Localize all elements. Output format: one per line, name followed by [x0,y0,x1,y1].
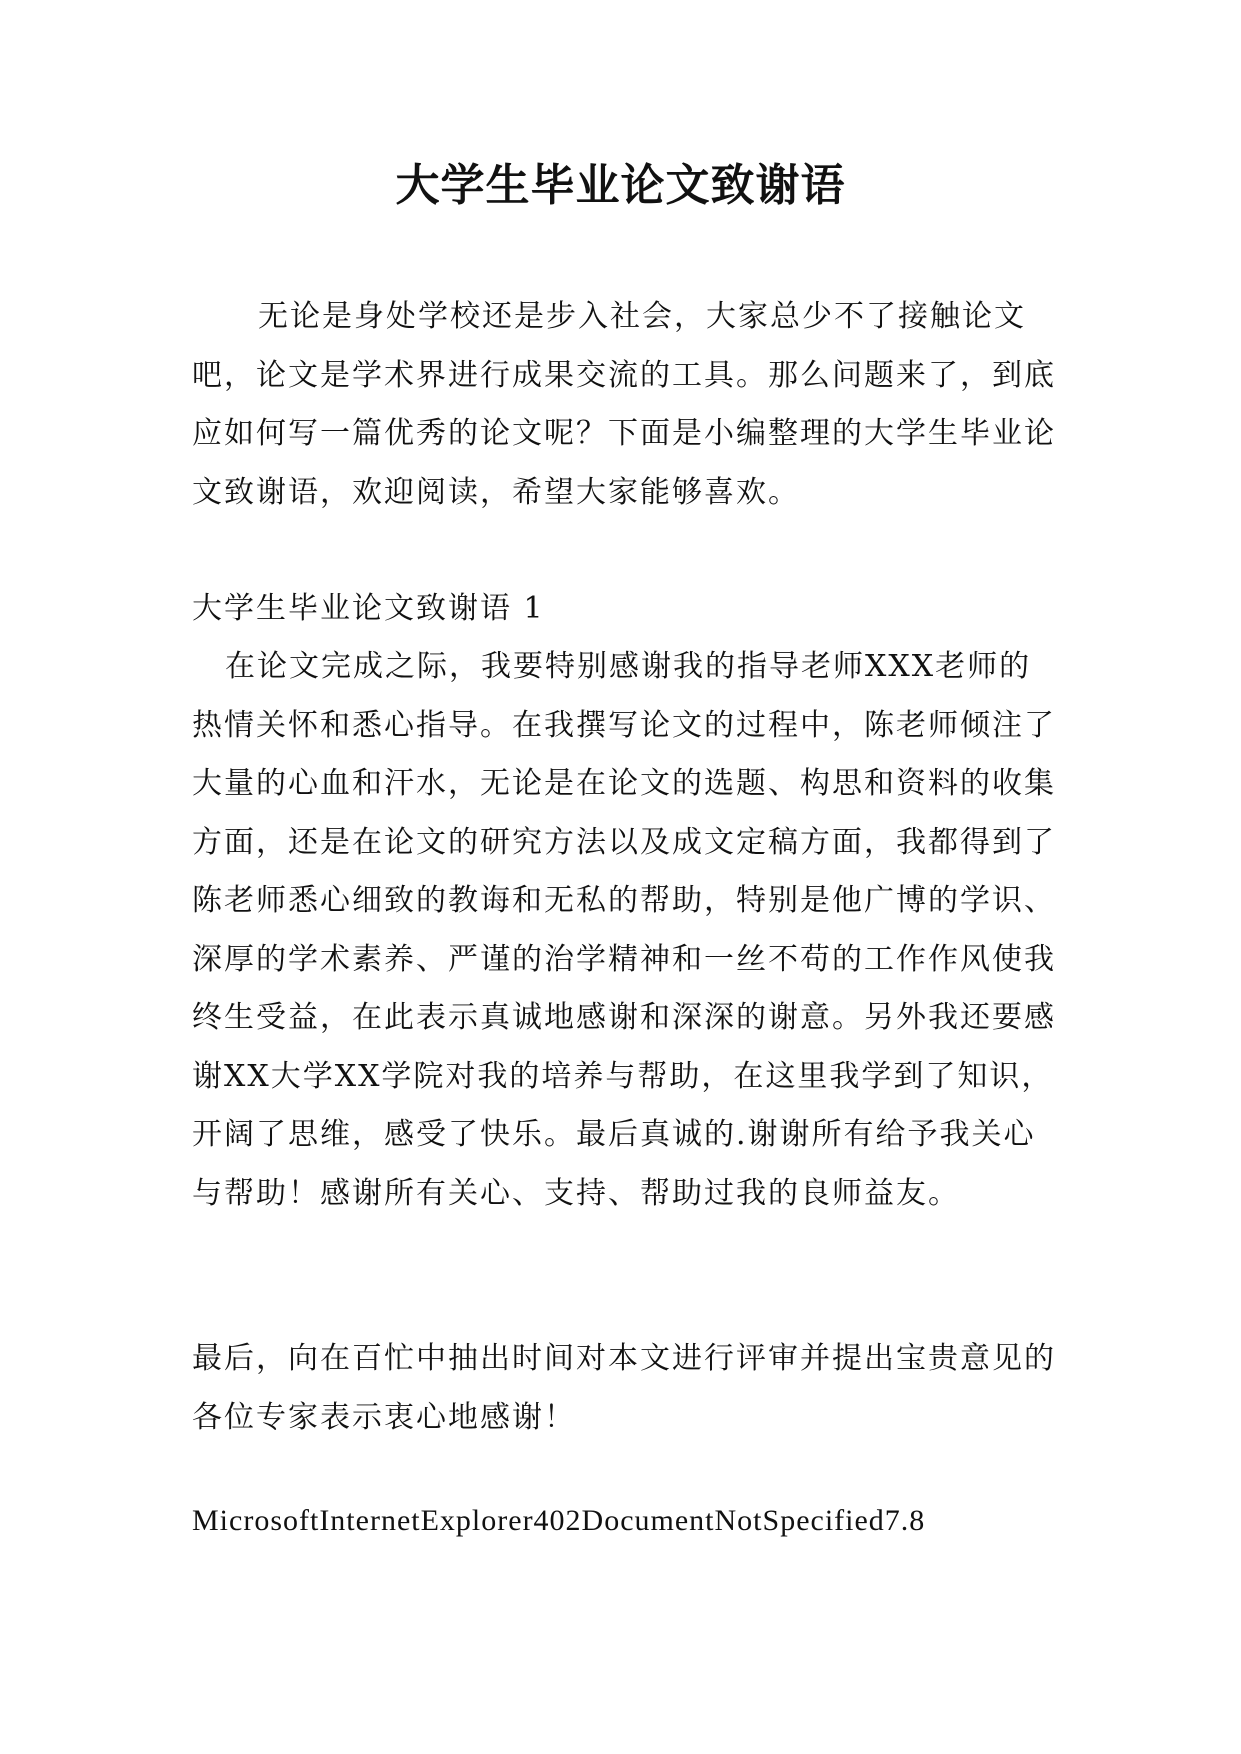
section-body-paragraph: 在论文完成之际，我要特别感谢我的指导老师XXX老师的热情关怀和悉心指导。在我撰写论文的过程中，陈老师倾注了大量的心血和汗水，无论是在论文的选题、构思和资料的收集方面，还是在论文的研究方法以及成文定稿方面，我都得到了陈老师悉心细致的教诲和无私的帮助，特别是他广博的学识、深厚的学术素养、严谨的治学精神和一丝不苟的工作作风使我终生受益，在此表示真诚地感谢和深深的谢意。另外我还要感谢XX大学XX学院对我的培养与帮助，在这里我学到了知识，开阔了思维，感受了快乐。最后真诚的.谢谢所有给予我关心与帮助！感谢所有关心、支持、帮助过我的良师益友。 [192,649,1056,1211]
intro-paragraph: 无论是身处学校还是步入社会，大家总少不了接触论文吧，论文是学术界进行成果交流的工具。那么问题来了，到底应如何写一篇优秀的论文呢？下面是小编整理的大学生毕业论文致谢语，欢迎阅读，希望大家能够喜欢。 [192,299,1056,510]
footer-text: MicrosoftInternetExplorer402DocumentNotSpecified7.8 [192,1504,926,1537]
document-title: 大学生毕业论文致谢语 [395,160,846,211]
closing-paragraph: 最后，向在百忙中抽出时间对本文进行评审并提出宝贵意见的各位专家表示衷心地感谢！ [192,1341,1056,1435]
section-heading: 大学生毕业论文致谢语 1 [192,591,545,626]
